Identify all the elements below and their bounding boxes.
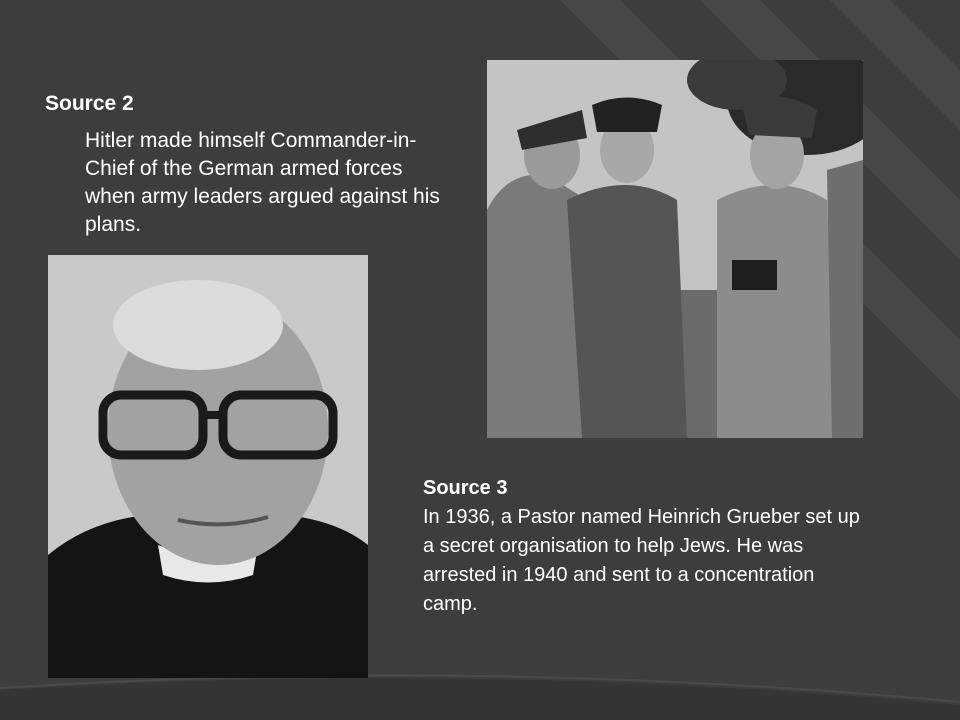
generals-photo: [487, 60, 863, 438]
source3-heading: Source 3: [423, 477, 508, 499]
source2-heading: Source 2: [45, 92, 134, 115]
source3-body: In 1936, a Pastor named Heinrich Grueber set up a secret organisation to help Jews. He was arrested in 1940 and sent to a concentration camp.: [423, 506, 860, 615]
pastor-photo: [48, 255, 368, 678]
source2-body: Hitler made himself Commander-in-Chief of the German armed forces when army leaders argued against his plans.: [85, 129, 440, 236]
